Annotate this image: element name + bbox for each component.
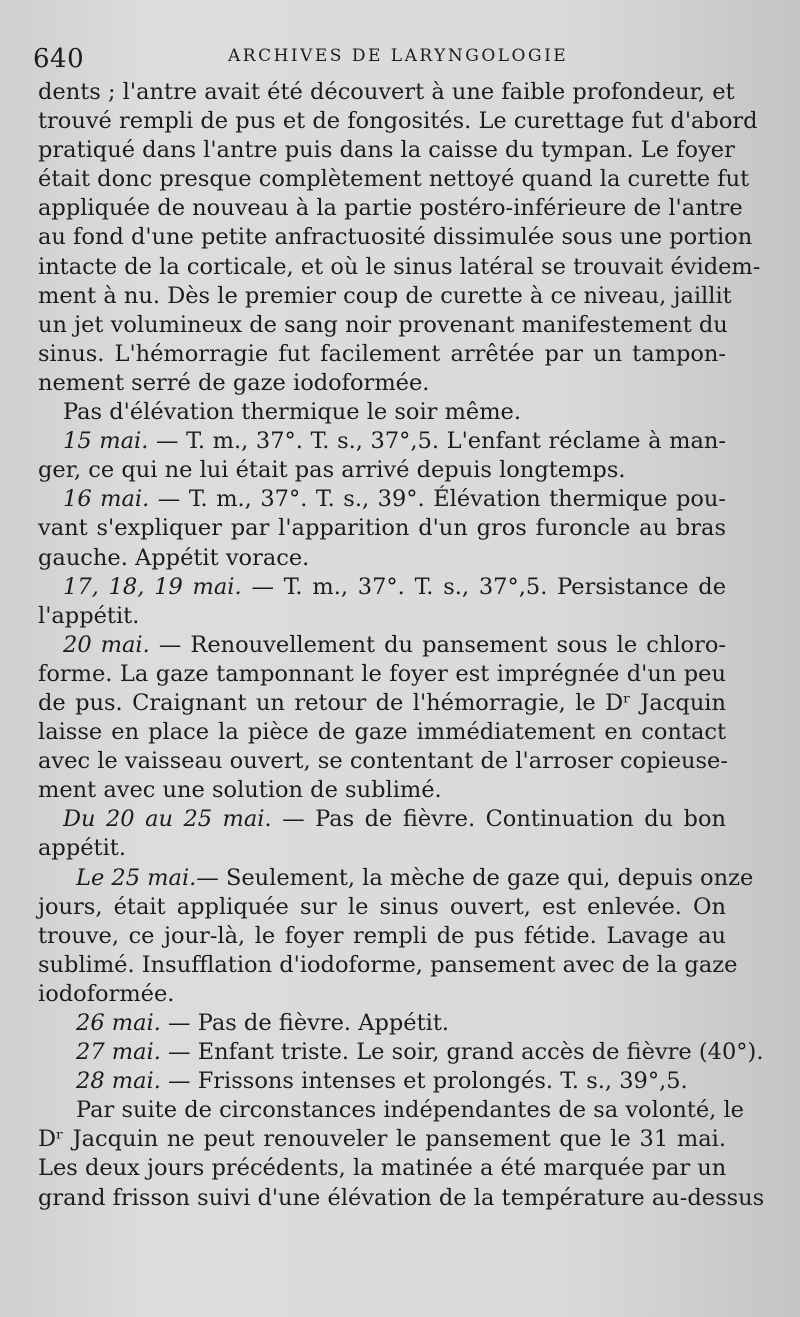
text-line: au fond d'une petite anfractuosité dissimulée sous une portion [38, 224, 753, 251]
entry-line: 15 mai. — T. m., 37°. T. s., 37°,5. L'enfant réclame à man- [63, 428, 726, 455]
text-line: vant s'expliquer par l'apparition d'un gros furoncle au bras [38, 515, 726, 542]
text-line: était donc presque complètement nettoyé quand la curette fut [38, 166, 750, 193]
text-line: nement serré de gaze iodoformée. [38, 369, 430, 396]
entry-date: 16 mai. [63, 486, 150, 513]
entry-date: 15 mai. [63, 428, 149, 455]
text-line: trouve, ce jour-là, le foyer rempli de pus fétide. Lavage au [38, 922, 726, 949]
entry-date: 26 mai. [76, 1010, 161, 1036]
entry-date: 27 mai. [76, 1039, 161, 1066]
text-line: gauche. Appétit vorace. [38, 544, 310, 571]
entry-line: 27 mai. — Enfant triste. Le soir, grand accès de fièvre (40°). [76, 1039, 764, 1066]
text-line: avec le vaisseau ouvert, se contentant de l'arroser copieuse- [38, 748, 728, 775]
entry-date: 17, 18, 19 mai. [63, 573, 242, 600]
entry-line: 17, 18, 19 mai. — T. m., 37°. T. s., 37°,5. Persistance de [63, 573, 727, 600]
text-line: ment avec une solution de sublimé. [38, 777, 442, 804]
text-line: ment à nu. Dès le premier coup de curette à ce niveau, jaillit [38, 282, 732, 309]
running-title: ARCHIVES DE LARYNGOLOGIE [228, 46, 569, 66]
text-line: iodoformée. [38, 980, 175, 1007]
text-line: ger, ce qui ne lui était pas arrivé depuis longtemps. [38, 457, 626, 484]
text-line: l'appétit. [38, 602, 140, 629]
text-line: laisse en place la pièce de gaze immédiatement en contact [38, 719, 726, 746]
entry-line: Du 20 au 25 mai. — Pas de fièvre. Continuation du bon [63, 806, 726, 833]
text-line: dents ; l'antre avait été découvert à une faible profondeur, et [38, 79, 735, 105]
text-line: trouvé rempli de pus et de fongosités. Le curettage fut d'abord [38, 108, 758, 135]
text-line: jours, était appliquée sur le sinus ouvert, est enlevée. On [38, 893, 726, 920]
text-line: Dʳ Jacquin ne peut renouveler le pansement que le 31 mai. [38, 1126, 726, 1153]
text-line: Par suite de circonstances indépendantes de sa volonté, le [76, 1097, 744, 1124]
text-line: appliquée de nouveau à la partie postéro-inférieure de l'antre [38, 195, 743, 222]
page-number: 640 [33, 44, 85, 74]
text-line: pratiqué dans l'antre puis dans la caisse du tympan. Le foyer [38, 137, 735, 164]
text-line: grand frisson suivi d'une élévation de la température au-dessus [38, 1184, 765, 1211]
text-line: intacte de la corticale, et où le sinus latéral se trouvait évidem- [38, 253, 761, 280]
entry-date: 20 mai. [63, 631, 150, 658]
text-line: Les deux jours précédents, la matinée a été marquée par un [38, 1155, 727, 1182]
text-line: de pus. Craignant un retour de l'hémorragie, le Dʳ Jacquin [38, 689, 726, 716]
entry-date: Du 20 au 25 mai. [63, 806, 272, 833]
entry-date: Le 25 mai. [76, 864, 197, 891]
text-line: sublimé. Insufflation d'iodoforme, pansement avec de la gaze [38, 951, 738, 978]
text-line: forme. La gaze tamponnant le foyer est imprégnée d'un peu [38, 660, 726, 687]
entry-line: 16 mai. — T. m., 37°. T. s., 39°. Élévation thermique pou- [63, 486, 726, 513]
entry-date: 28 mai. [76, 1068, 161, 1095]
entry-line: Le 25 mai.— Seulement, la mèche de gaze qui, depuis onze [76, 864, 754, 891]
text-line: un jet volumineux de sang noir provenant manifestement du [38, 311, 728, 338]
text-line: appétit. [38, 835, 126, 862]
page-header [33, 40, 730, 76]
entry-line: 28 mai. — Frissons intenses et prolongés. T. s., 39°,5. [76, 1068, 688, 1095]
body-text [38, 78, 765, 1213]
entry-line: 26 mai. — Pas de fièvre. Appétit. [76, 1010, 450, 1036]
text-line: sinus. L'hémorragie fut facilement arrêtée par un tampon- [38, 340, 726, 367]
entry-line: 20 mai. — Renouvellement du pansement sous le chloro- [63, 631, 726, 658]
text-line: Pas d'élévation thermique le soir même. [63, 399, 522, 426]
